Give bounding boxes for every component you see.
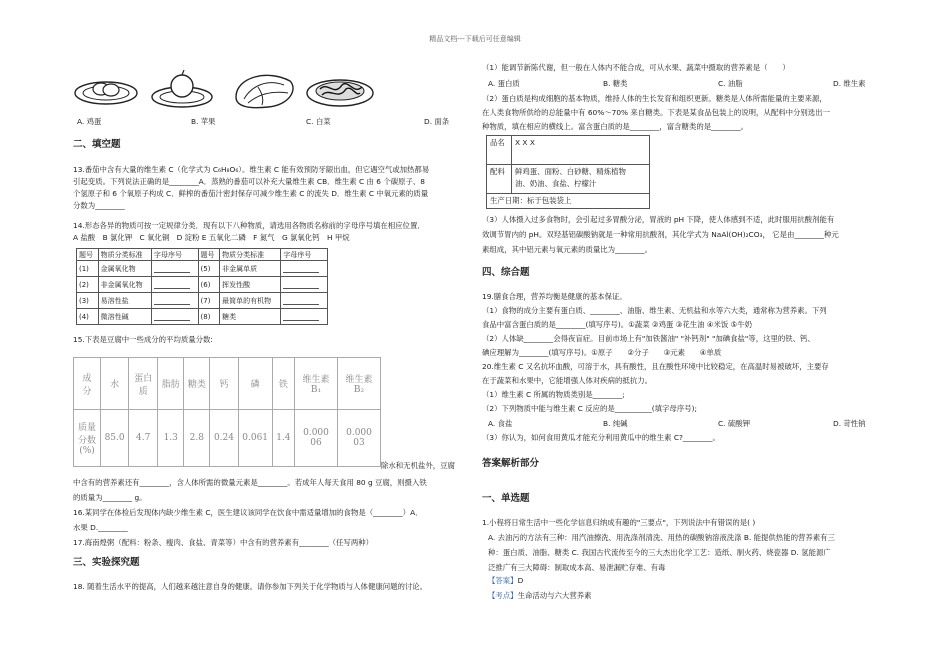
question-13: 13.番茄中含有大量的维生素 C（化学式为 C₆H₈O₆）。维生素 C 能有效预防牙龈出血，但它遇空气或加热都易 引起变质。下列说法正确的是________A．蒸熟的番茄可以补充大量维生素 CB．维生素 C 由 6 个碳原子、8 个氢原子和 6 个氧原子构成 C．鲜榨的番茄汁密封保存可减少维生素 C 的流失 D．维生素 C 中氧元素的质量 分数为________ xyxy=(73,165,430,210)
knowledge-point-tag: 【考点】 xyxy=(488,591,518,600)
question-18-part-2: （2）蛋白质是构成细胞的基本物质，维持人体的生长发育和组织更新。糖类是人体所需能量的主要来源， 在人类食物所供给的总能量中有 60%～70% 来自糖类。下表是某食品包装上的说明，从配料中分别选出一 种物质，填在相应的横线上。富含蛋白质的是________，富含糖类的是________。 xyxy=(482,94,830,131)
noodles-plate-icon xyxy=(304,67,376,111)
tofu-nutrition-table: 成 分 水 蛋白质 脂肪 糖类 钙 磷 铁 维生素 B₁ 维生素 B₂ 质量分数(%) 85.0 4.7 1.3 2.8 0.24 0.061 1.4 0.000 06 0.000 03 xyxy=(73,357,381,467)
option-c-label: C. 白菜 xyxy=(306,117,331,126)
question-19: 19.膳食合理，营养均衡是健康的基本保证。 （1）食物的成分主要有蛋白质、________、油脂、维生素、无机盐和水等六大类，通常称为营养素。下列 食品中富含蛋白质的是________(填写序号)。①蔬菜 ②鸡蛋 ③花生油 ④米饭 ⑤牛奶 （2）人体缺________会得夜盲症。目前市场上有"加铁酱油" "补钙剂" "加碘食盐"等，这里的铁、钙、 碘应理解为________(填写序号)。①原子 ②分子 ③元素 ④单质 xyxy=(482,292,827,357)
answer-blank[interactable] xyxy=(283,296,319,305)
option-b-label: B. 苹果 xyxy=(191,117,216,126)
answer-question-1: 1.小程将日常生活中一些化学信息归纳成有趣的"三要点"，下列说法中有错误的是( ) A. 去油污的方法有三种：用汽油擦洗、用洗涤剂清洗、用热的碳酸钠溶液洗涤 B. 能提供热能的营养素有三 种：蛋白质、油脂、糖类 C. 我国古代流传至今的三大杰出化学工艺：造纸、制火药、烧瓷器 D. 氢能源广 泛推广有三大障碍：制取成本高、易泄漏贮存难、有毒 xyxy=(482,518,835,572)
question-18-part-3: （3）人体摄入过多食物时，会引起过多胃酸分泌，胃液的 pH 下降，使人体感到不适，此时服用抗酸剂能有 效调节胃内的 pH。双羟基铝碳酸钠就是一种常用抗酸剂，其化学式为 NaAl(OH)₂CO₃， 它是由________种元 素组成，其中铝元素与氧元素的质量比为________。 xyxy=(482,215,839,254)
table-row: (1) 金属氧化物 (5) 非金属单质 xyxy=(77,261,328,277)
page-header: 精品文档---下载后可任意编辑 xyxy=(429,35,521,43)
q20-option-d: D. 苛性钠 xyxy=(833,419,866,428)
table-row: (3) 易溶性盐 (7) 最简单的有机物 xyxy=(77,293,328,309)
apple-plate-icon xyxy=(148,67,216,109)
questions-15-17: 中含有的营养素还有________，含人体所需的微量元素是________。若成年人每天食用 80 g 豆腐，则摄入铁 的质量为________ g。 16.某同学在体检后发现体内缺少维生素 C，医生建议该同学在饮食中需适量增加的食物是（________）A． 水果 D.________ 17.海南煌粥（配料：粉条、瘦肉、食盐、青菜等）中含有的营养素有________（任写两种） xyxy=(73,478,427,547)
question-20-part-3: （3）你认为，如何食用黄瓜才能充分利用黄瓜中的维生素 C?________。 xyxy=(482,433,720,442)
q20-option-b: B. 纯碱 xyxy=(603,419,628,428)
classification-table xyxy=(76,248,328,325)
q1-option-b: B. 糖类 xyxy=(603,79,628,88)
answer-tag: 【答案】 xyxy=(488,576,518,585)
question-15-intro: 15.下表是豆腐中一些成分的平均质量分数: xyxy=(73,335,213,344)
answer-blank[interactable] xyxy=(154,280,190,289)
cabbage-icon xyxy=(228,67,300,113)
egg-plate-icon xyxy=(72,67,140,109)
question-20: 20.维生素 C 又名抗坏血酸，可溶于水，具有酸性，且在酸性环境中比较稳定，在高温时易被破坏，主要存 在于蔬菜和水果中，它能增强人体对疾病的抵抗力。 （1）维生素 C 所属的物质类别是________; （2）下列物质中能与维生素 C 反应的是__________(填字母序号); xyxy=(482,362,829,413)
section-experiment-title: 三、实验探究题 xyxy=(73,557,140,568)
table-row: 品名 X X X xyxy=(487,136,650,165)
question-18-part-1: （1）能调节新陈代谢，但一般在人体内不能合成，可从水果、蔬菜中摄取的营养素是（ ） xyxy=(482,63,790,72)
answer-value: D xyxy=(517,576,524,585)
section-fill-blank-title: 二、填空题 xyxy=(73,139,121,150)
knowledge-point-line xyxy=(488,590,592,602)
q20-option-c: C. 硫酸钾 xyxy=(718,419,751,428)
knowledge-point-value: 生命活动与六大营养素 xyxy=(517,591,592,600)
q20-option-a: A. 食盐 xyxy=(488,419,513,428)
answer-blank[interactable] xyxy=(283,280,319,289)
table-row: 生产日期：标于包装袋上 xyxy=(487,194,650,209)
q1-option-c: C. 油脂 xyxy=(718,79,743,88)
option-d-label: D. 面条 xyxy=(424,117,450,126)
question-18: 18. 随着生活水平的提高，人们越来越注意自身的健康。请你参加下列关于化学物质与人体健康问题的讨论。 xyxy=(73,582,428,591)
answer-blank[interactable] xyxy=(154,296,190,305)
q1-option-d: D. 维生素 xyxy=(833,79,866,88)
nutrition-header-label: 成 分 xyxy=(74,358,101,410)
answer-line xyxy=(488,575,523,587)
table-row: 配料 鲜鸡蛋、面粉、白砂糖、精炼植物 油、奶油、食盐、柠檬汁 xyxy=(487,165,650,194)
answer-blank[interactable] xyxy=(154,264,190,273)
table-header-row: 题号 物质分类标准 字母序号 题号 物质分类标准 字母序号 xyxy=(77,249,328,261)
answer-section-title: 答案解析部分 xyxy=(482,458,540,469)
answer-blank[interactable] xyxy=(283,312,319,321)
food-label-table xyxy=(486,135,650,209)
table-row: (4) 微溶性碱 (8) 糖类 xyxy=(77,309,328,325)
section-comprehensive-title: 四、综合题 xyxy=(482,267,530,278)
nutrition-value-label: 质量分数(%) xyxy=(74,410,101,467)
option-a-label: A. 鸡蛋 xyxy=(77,117,102,126)
section-single-choice-title: 一、单选题 xyxy=(482,493,530,504)
answer-blank[interactable] xyxy=(283,264,319,273)
q1-option-a: A. 蛋白质 xyxy=(488,79,520,88)
table-row: (2) 非金属氧化物 (6) 挥发性酸 xyxy=(77,277,328,293)
answer-blank[interactable] xyxy=(154,312,190,321)
question-14: 14.形态各异的物质可按一定规律分类．现有以下八种物质，请选用各物质名称前的字母序号填在相应位置． A 盐酸 B 氯化钾 C 氧化铜 D 淀粉 E 五氧化二磷 F 氮气 G 氯氧化钙 H 甲烷 xyxy=(73,221,425,242)
question-15-tail: 除水和无机盐外，豆腐 xyxy=(381,461,455,470)
